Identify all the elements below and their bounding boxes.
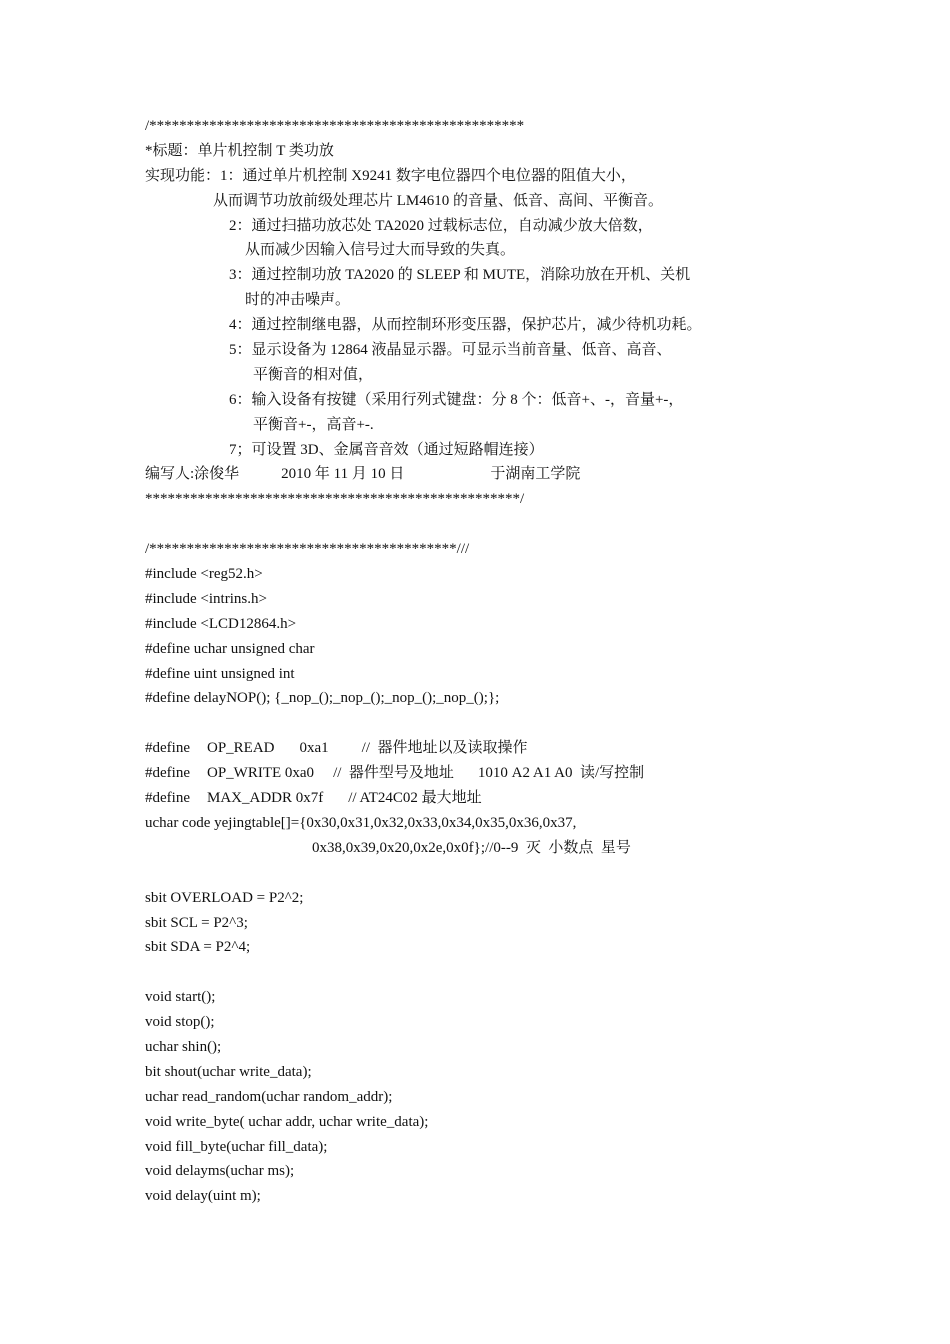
feature-2-line-1: 2：通过扫描功放芯处 TA2020 过载标志位，自动减少放大倍数， xyxy=(229,217,653,234)
define-uchar: #define uchar unsigned char xyxy=(145,640,315,657)
define-keyword: #define xyxy=(145,765,190,782)
sbit-scl: sbit SCL = P2^3; xyxy=(145,914,248,931)
define-name: OP_WRITE 0xa0 xyxy=(206,765,315,782)
proto-shin: uchar shin(); xyxy=(145,1038,222,1055)
feature-5-line-2: 平衡音的相对值， xyxy=(253,366,374,383)
proto-delayms: void delayms(uchar ms); xyxy=(145,1163,295,1180)
proto-start: void start(); xyxy=(145,989,216,1006)
define-op-write xyxy=(145,761,865,786)
blank-line xyxy=(145,512,865,537)
author-name: 编写人:涂俊华 xyxy=(145,466,240,483)
code-rule: /*****************************************/// xyxy=(145,541,470,558)
define-delaynop: #define delayNOP(); {_nop_();_nop_();_nop_();_nop_();}; xyxy=(145,690,500,707)
comment-rule-bottom: **************************************************/ xyxy=(145,491,525,508)
proto-stop: void stop(); xyxy=(145,1014,215,1031)
include-lcd12864: #include <LCD12864.h> xyxy=(145,615,297,632)
feature-7-line: 7；可设置 3D、金属音音效（通过短路帽连接） xyxy=(229,441,544,458)
feature-5-line-1: 5：显示设备为 12864 液晶显示器。可显示当前音量、低音、高音、 xyxy=(229,342,672,359)
author-place: 于湖南工学院 xyxy=(490,466,581,483)
define-name: OP_READ xyxy=(206,740,275,757)
proto-delay: void delay(uint m); xyxy=(145,1188,261,1205)
sbit-overload: sbit OVERLOAD = P2^2; xyxy=(145,889,304,906)
define-uint: #define uint unsigned int xyxy=(145,665,295,682)
author-line xyxy=(145,462,865,487)
define-name: MAX_ADDR 0x7f xyxy=(206,790,324,807)
proto-fill-byte: void fill_byte(uchar fill_data); xyxy=(145,1138,328,1155)
feature-1-line-2: 从而调节功放前级处理芯片 LM4610 的音量、低音、高间、平衡音。 xyxy=(213,192,664,209)
feature-6-line-1: 6：输入设备有按键（采用行列式键盘：分 8 个：低音+、-，音量+-， xyxy=(229,391,684,408)
include-reg52: #include <reg52.h> xyxy=(145,566,263,583)
define-keyword: #define xyxy=(145,790,190,807)
comment-rule-top: /************************************************** xyxy=(145,118,525,134)
define-keyword: #define xyxy=(145,740,190,757)
document-content xyxy=(145,114,865,1209)
feature-4-line: 4：通过控制继电器，从而控制环形变压器，保护芯片，减少待机功耗。 xyxy=(229,317,702,334)
doc-title: *标题：单片机控制 T 类功放 xyxy=(145,142,334,159)
blank-line xyxy=(145,861,865,886)
define-comment: // 器件地址以及读取操作 xyxy=(361,740,528,757)
define-max-addr xyxy=(145,786,865,811)
define-comment: // AT24C02 最大地址 xyxy=(348,790,482,807)
feature-1-line-1: 实现功能：1：通过单片机控制 X9241 数字电位器四个电位器的阻值大小， xyxy=(145,167,636,184)
define-op-read xyxy=(145,736,865,761)
table-line-2: 0x38,0x39,0x20,0x2e,0x0f};//0--9 灭 小数点 星号 xyxy=(312,839,631,856)
feature-2-line-2: 从而减少因输入信号过大而导致的失真。 xyxy=(245,242,516,259)
feature-3-line-1: 3：通过控制功放 TA2020 的 SLEEP 和 MUTE，消除功放在开机、关机 xyxy=(229,267,691,284)
feature-6-line-2: 平衡音+-，高音+-. xyxy=(253,416,374,433)
define-comment: // 器件型号及地址 xyxy=(333,765,454,782)
blank-line xyxy=(145,711,865,736)
table-line-1: uchar code yejingtable[]={0x30,0x31,0x32,0x33,0x34,0x35,0x36,0x37, xyxy=(145,814,577,831)
proto-read-random: uchar read_random(uchar random_addr); xyxy=(145,1088,393,1105)
feature-3-line-2: 时的冲击噪声。 xyxy=(245,292,351,309)
define-value: 0xa1 xyxy=(299,740,329,757)
define-comment-detail: 1010 A2 A1 A0 读/写控制 xyxy=(477,765,645,782)
blank-line xyxy=(145,960,865,985)
include-intrins: #include <intrins.h> xyxy=(145,590,267,607)
author-date: 2010 年 11 月 10 日 xyxy=(281,466,405,483)
proto-shout: bit shout(uchar write_data); xyxy=(145,1063,312,1080)
sbit-sda: sbit SDA = P2^4; xyxy=(145,939,251,956)
proto-write-byte: void write_byte( uchar addr, uchar write_data); xyxy=(145,1113,429,1130)
